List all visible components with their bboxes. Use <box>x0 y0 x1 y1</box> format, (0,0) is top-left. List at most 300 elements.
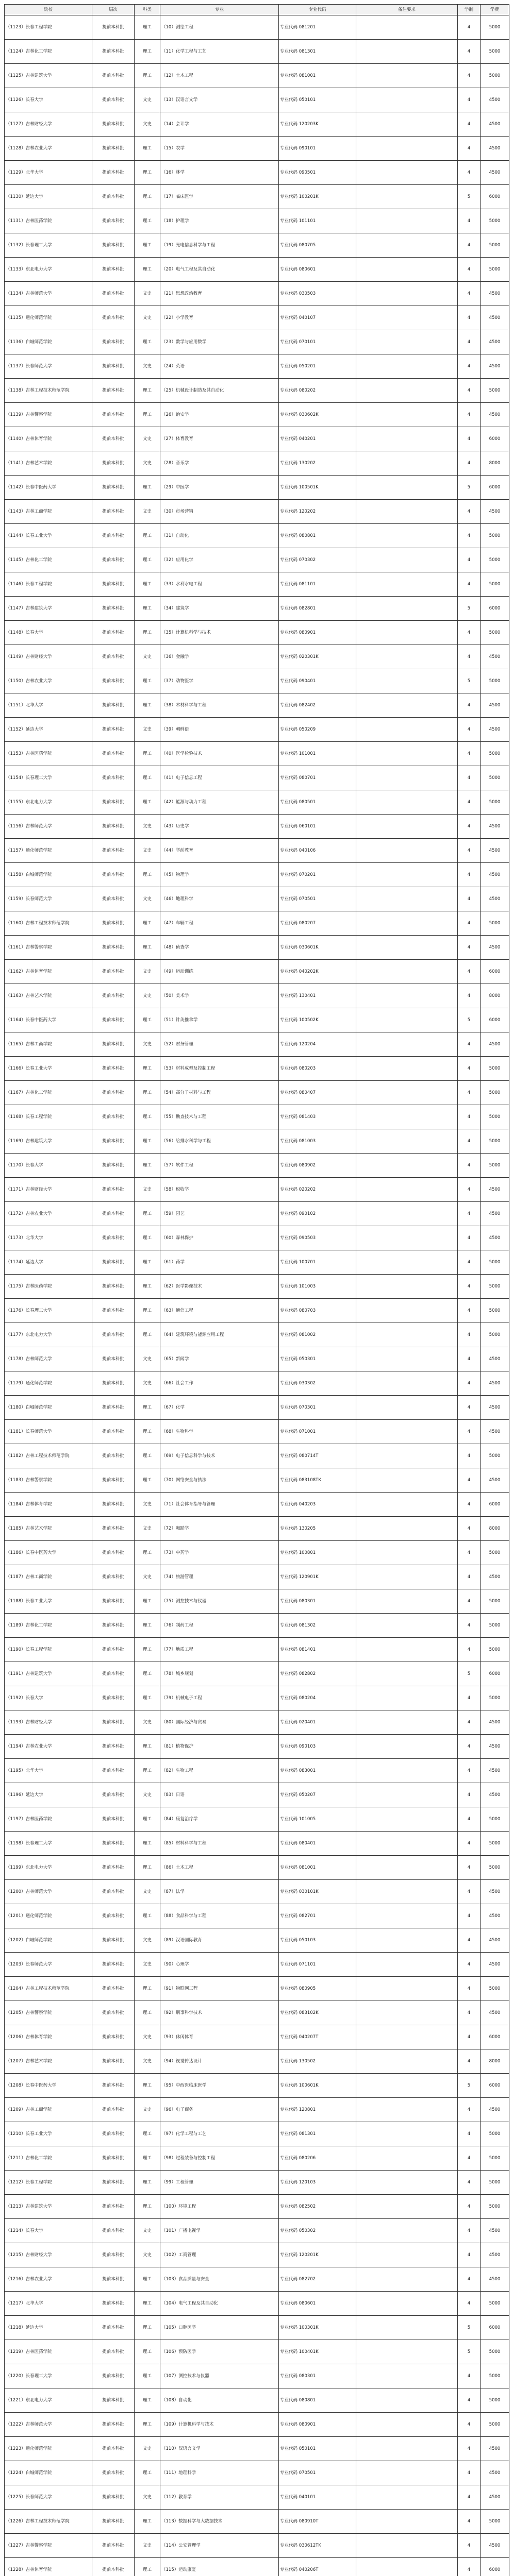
cell-notes <box>356 64 458 88</box>
table-row <box>5 209 509 233</box>
cell-notes <box>356 2461 458 2485</box>
cell-major-code: 专业代码 030602K <box>279 403 356 427</box>
cell-category: 文史 <box>135 1953 160 1977</box>
cell-category: 理工 <box>135 1250 160 1275</box>
cell-notes <box>356 1032 458 1057</box>
cell-notes <box>356 621 458 645</box>
cell-fee: 4500 <box>481 1904 509 1928</box>
table-row <box>5 1928 509 1953</box>
cell-major: （51）针灸推拿学 <box>160 1008 279 1032</box>
cell-notes <box>356 354 458 379</box>
cell-major-code: 专业代码 050101 <box>279 2437 356 2461</box>
cell-years: 4 <box>458 2413 481 2437</box>
cell-years: 4 <box>458 960 481 984</box>
cell-major: （38）木材科学与工程 <box>160 693 279 718</box>
cell-major-code: 专业代码 100501K <box>279 476 356 500</box>
cell-major: （14）会计学 <box>160 112 279 137</box>
cell-years: 5 <box>458 2340 481 2364</box>
cell-notes <box>356 1493 458 1517</box>
table-row <box>5 1759 509 1783</box>
cell-category: 理工 <box>135 2510 160 2534</box>
cell-major: （56）给排水科学与工程 <box>160 1129 279 1154</box>
cell-major-code: 专业代码 081201 <box>279 15 356 40</box>
cell-notes <box>356 1129 458 1154</box>
table-row <box>5 1250 509 1275</box>
cell-fee: 4500 <box>481 500 509 524</box>
cell-school: （1187）吉林工商学院 <box>5 1565 92 1589</box>
cell-years: 4 <box>458 1807 481 1832</box>
cell-fee: 5000 <box>481 2413 509 2437</box>
cell-school: （1130）延边大学 <box>5 185 92 209</box>
cell-major: （95）中西医临床医学 <box>160 2074 279 2098</box>
table-row <box>5 161 509 185</box>
table-row <box>5 572 509 597</box>
cell-major-code: 专业代码 030302 <box>279 1371 356 1396</box>
cell-level: 提前本科批 <box>92 88 135 112</box>
cell-notes <box>356 2098 458 2122</box>
cell-notes <box>356 645 458 669</box>
cell-major-code: 专业代码 080705 <box>279 233 356 258</box>
cell-major-code: 专业代码 100502K <box>279 1008 356 1032</box>
table-row <box>5 2098 509 2122</box>
cell-years: 5 <box>458 1662 481 1686</box>
table-row <box>5 451 509 476</box>
cell-years: 4 <box>458 1396 481 1420</box>
cell-major-code: 专业代码 083108TK <box>279 1468 356 1493</box>
table-row <box>5 2510 509 2534</box>
cell-years: 4 <box>458 887 481 911</box>
cell-major-code: 专业代码 050209 <box>279 718 356 742</box>
cell-years: 4 <box>458 2219 481 2243</box>
cell-notes <box>356 1008 458 1032</box>
cell-level: 提前本科批 <box>92 1323 135 1347</box>
cell-category: 理工 <box>135 863 160 887</box>
cell-years: 4 <box>458 1710 481 1735</box>
cell-major-code: 专业代码 080801 <box>279 524 356 548</box>
cell-school: （1175）吉林医药学院 <box>5 1275 92 1299</box>
cell-notes <box>356 233 458 258</box>
cell-category: 理工 <box>135 2074 160 2098</box>
cell-major: （84）康复治疗学 <box>160 1807 279 1832</box>
cell-level: 提前本科批 <box>92 2001 135 2025</box>
cell-fee: 6000 <box>481 2025 509 2049</box>
cell-school: （1204）吉林工程技术师范学院 <box>5 1977 92 2001</box>
table-body <box>5 15 509 2576</box>
cell-school: （1225）长春师范大学 <box>5 2485 92 2510</box>
cell-notes <box>356 1347 458 1371</box>
cell-major: （97）化学工程与工艺 <box>160 2122 279 2146</box>
cell-years: 4 <box>458 1105 481 1129</box>
cell-fee: 4500 <box>481 645 509 669</box>
cell-major: （102）工商管理 <box>160 2243 279 2267</box>
cell-years: 4 <box>458 2534 481 2558</box>
cell-years: 4 <box>458 621 481 645</box>
cell-fee: 6000 <box>481 2316 509 2340</box>
cell-years: 4 <box>458 1202 481 1226</box>
cell-major: （103）食品质量与安全 <box>160 2267 279 2292</box>
cell-level: 提前本科批 <box>92 2049 135 2074</box>
cell-notes <box>356 815 458 839</box>
table-row <box>5 354 509 379</box>
cell-school: （1146）长春工程学院 <box>5 572 92 597</box>
cell-years: 4 <box>458 2122 481 2146</box>
cell-years: 4 <box>458 64 481 88</box>
cell-fee: 5000 <box>481 2340 509 2364</box>
cell-school: （1135）通化师范学院 <box>5 306 92 330</box>
cell-notes <box>356 1275 458 1299</box>
cell-level: 提前本科批 <box>92 40 135 64</box>
cell-category: 理工 <box>135 64 160 88</box>
cell-major-code: 专业代码 030503 <box>279 282 356 306</box>
cell-level: 提前本科批 <box>92 1710 135 1735</box>
cell-level: 提前本科批 <box>92 1880 135 1904</box>
cell-fee: 8000 <box>481 984 509 1008</box>
table-row <box>5 693 509 718</box>
cell-years: 4 <box>458 209 481 233</box>
cell-major-code: 专业代码 080701 <box>279 766 356 790</box>
cell-level: 提前本科批 <box>92 354 135 379</box>
cell-major-code: 专业代码 020202 <box>279 1178 356 1202</box>
cell-fee: 6000 <box>481 427 509 451</box>
cell-level: 提前本科批 <box>92 1202 135 1226</box>
cell-fee: 5000 <box>481 1589 509 1614</box>
cell-fee: 4500 <box>481 2098 509 2122</box>
cell-school: （1213）吉林建筑大学 <box>5 2195 92 2219</box>
cell-level: 提前本科批 <box>92 2025 135 2049</box>
table-row <box>5 1468 509 1493</box>
cell-major-code: 专业代码 080601 <box>279 258 356 282</box>
cell-major-code: 专业代码 070301 <box>279 1396 356 1420</box>
cell-school: （1181）长春师范大学 <box>5 1420 92 1444</box>
cell-major-code: 专业代码 090503 <box>279 1226 356 1250</box>
cell-school: （1134）吉林师范大学 <box>5 282 92 306</box>
cell-major-code: 专业代码 050201 <box>279 354 356 379</box>
cell-years: 5 <box>458 1008 481 1032</box>
cell-school: （1183）吉林警察学院 <box>5 1468 92 1493</box>
cell-years: 4 <box>458 2146 481 2171</box>
cell-major: （73）中药学 <box>160 1541 279 1565</box>
cell-major: （89）汉语国际教育 <box>160 1928 279 1953</box>
cell-major-code: 专业代码 101003 <box>279 1275 356 1299</box>
cell-major: （25）机械设计制造及其自动化 <box>160 379 279 403</box>
cell-school: （1137）长春师范大学 <box>5 354 92 379</box>
table-row <box>5 2340 509 2364</box>
cell-category: 理工 <box>135 15 160 40</box>
cell-fee: 5000 <box>481 669 509 693</box>
cell-years: 4 <box>458 1565 481 1589</box>
table-row <box>5 2146 509 2171</box>
cell-level: 提前本科批 <box>92 1565 135 1589</box>
cell-notes <box>356 476 458 500</box>
table-row <box>5 306 509 330</box>
cell-years: 4 <box>458 1154 481 1178</box>
cell-category: 理工 <box>135 1129 160 1154</box>
cell-major-code: 专业代码 050301 <box>279 1347 356 1371</box>
cell-notes <box>356 669 458 693</box>
cell-level: 提前本科批 <box>92 1493 135 1517</box>
cell-years: 4 <box>458 1226 481 1250</box>
cell-school: （1128）吉林农业大学 <box>5 137 92 161</box>
cell-category: 文史 <box>135 1032 160 1057</box>
cell-major: （12）土木工程 <box>160 64 279 88</box>
cell-category: 理工 <box>135 1662 160 1686</box>
cell-category: 理工 <box>135 379 160 403</box>
cell-years: 4 <box>458 766 481 790</box>
cell-school: （1223）通化师范学院 <box>5 2437 92 2461</box>
cell-major-code: 专业代码 070501 <box>279 2461 356 2485</box>
cell-level: 提前本科批 <box>92 1129 135 1154</box>
cell-school: （1158）白城师范学院 <box>5 863 92 887</box>
cell-years: 4 <box>458 742 481 766</box>
cell-school: （1139）吉林警察学院 <box>5 403 92 427</box>
cell-category: 理工 <box>135 1468 160 1493</box>
cell-school: （1224）白城师范学院 <box>5 2461 92 2485</box>
cell-major-code: 专业代码 080207 <box>279 911 356 936</box>
cell-notes <box>356 1565 458 1589</box>
cell-school: （1219）吉林医药学院 <box>5 2340 92 2364</box>
cell-fee: 5000 <box>481 1105 509 1129</box>
cell-fee: 5000 <box>481 1638 509 1662</box>
table-row <box>5 1323 509 1347</box>
table-row <box>5 2388 509 2413</box>
cell-major-code: 专业代码 100701 <box>279 1250 356 1275</box>
cell-school: （1184）吉林体育学院 <box>5 1493 92 1517</box>
cell-major-code: 专业代码 082402 <box>279 693 356 718</box>
cell-major-code: 专业代码 070201 <box>279 863 356 887</box>
cell-fee: 5000 <box>481 1129 509 1154</box>
cell-major: （78）城乡规划 <box>160 1662 279 1686</box>
cell-notes <box>356 2534 458 2558</box>
cell-school: （1133）东北电力大学 <box>5 258 92 282</box>
cell-major-code: 专业代码 080501 <box>279 790 356 815</box>
cell-major: （13）汉语言文学 <box>160 88 279 112</box>
cell-years: 4 <box>458 40 481 64</box>
cell-school: （1205）吉林警察学院 <box>5 2001 92 2025</box>
cell-fee: 5000 <box>481 1081 509 1105</box>
cell-fee: 5000 <box>481 233 509 258</box>
cell-major-code: 专业代码 040206T <box>279 2558 356 2576</box>
cell-notes <box>356 1517 458 1541</box>
cell-major: （16）林学 <box>160 161 279 185</box>
cell-level: 提前本科批 <box>92 2267 135 2292</box>
table-row <box>5 137 509 161</box>
cell-fee: 5000 <box>481 1614 509 1638</box>
cell-notes <box>356 742 458 766</box>
cell-category: 理工 <box>135 403 160 427</box>
cell-notes <box>356 1589 458 1614</box>
cell-notes <box>356 1759 458 1783</box>
cell-school: （1147）吉林建筑大学 <box>5 597 92 621</box>
cell-school: （1170）长春大学 <box>5 1154 92 1178</box>
cell-years: 4 <box>458 1493 481 1517</box>
table-row <box>5 64 509 88</box>
cell-school: （1149）吉林财经大学 <box>5 645 92 669</box>
cell-years: 4 <box>458 403 481 427</box>
cell-school: （1195）北华大学 <box>5 1759 92 1783</box>
cell-category: 文史 <box>135 1178 160 1202</box>
cell-notes <box>356 1250 458 1275</box>
cell-category: 理工 <box>135 1638 160 1662</box>
cell-level: 提前本科批 <box>92 233 135 258</box>
cell-category: 理工 <box>135 1275 160 1299</box>
table-row <box>5 500 509 524</box>
cell-notes <box>356 2025 458 2049</box>
table-row <box>5 1057 509 1081</box>
cell-level: 提前本科批 <box>92 2171 135 2195</box>
cell-notes <box>356 1371 458 1396</box>
cell-notes <box>356 1226 458 1250</box>
cell-school: （1211）吉林化工学院 <box>5 2146 92 2171</box>
cell-years: 4 <box>458 936 481 960</box>
cell-level: 提前本科批 <box>92 1444 135 1468</box>
cell-level: 提前本科批 <box>92 1396 135 1420</box>
cell-level: 提前本科批 <box>92 112 135 137</box>
cell-notes <box>356 766 458 790</box>
cell-major-code: 专业代码 090103 <box>279 1735 356 1759</box>
col-header-notes: 备注要求 <box>356 5 458 15</box>
table-row <box>5 742 509 766</box>
cell-years: 4 <box>458 1783 481 1807</box>
cell-notes <box>356 1783 458 1807</box>
cell-category: 理工 <box>135 1541 160 1565</box>
cell-notes <box>356 863 458 887</box>
cell-major: （15）农学 <box>160 137 279 161</box>
cell-major-code: 专业代码 100801 <box>279 1541 356 1565</box>
cell-major: （86）土木工程 <box>160 1856 279 1880</box>
table-row <box>5 1638 509 1662</box>
cell-category: 理工 <box>135 40 160 64</box>
cell-level: 提前本科批 <box>92 1759 135 1783</box>
cell-notes <box>356 548 458 572</box>
cell-category: 理工 <box>135 1299 160 1323</box>
cell-major-code: 专业代码 120103 <box>279 2171 356 2195</box>
cell-major-code: 专业代码 030612TK <box>279 2534 356 2558</box>
cell-fee: 5000 <box>481 766 509 790</box>
cell-major-code: 专业代码 080203 <box>279 1057 356 1081</box>
cell-major-code: 专业代码 130502 <box>279 2049 356 2074</box>
cell-major-code: 专业代码 120202 <box>279 500 356 524</box>
cell-notes <box>356 2510 458 2534</box>
cell-years: 4 <box>458 693 481 718</box>
cell-category: 理工 <box>135 1420 160 1444</box>
cell-category: 理工 <box>135 1396 160 1420</box>
cell-years: 4 <box>458 2171 481 2195</box>
table-row <box>5 1444 509 1468</box>
cell-level: 提前本科批 <box>92 2388 135 2413</box>
cell-category: 理工 <box>135 137 160 161</box>
cell-fee: 5000 <box>481 790 509 815</box>
cell-major: （62）医学影像技术 <box>160 1275 279 1299</box>
cell-school: （1209）吉林工商学院 <box>5 2098 92 2122</box>
cell-notes <box>356 2219 458 2243</box>
cell-fee: 4500 <box>481 2219 509 2243</box>
cell-major-code: 专业代码 082502 <box>279 2195 356 2219</box>
cell-level: 提前本科批 <box>92 1226 135 1250</box>
cell-major-code: 专业代码 050101 <box>279 88 356 112</box>
table-row <box>5 960 509 984</box>
table-row <box>5 476 509 500</box>
cell-level: 提前本科批 <box>92 936 135 960</box>
cell-category: 文史 <box>135 1493 160 1517</box>
cell-notes <box>356 330 458 354</box>
cell-fee: 4500 <box>481 88 509 112</box>
cell-notes <box>356 2122 458 2146</box>
cell-major: （24）英语 <box>160 354 279 379</box>
cell-major: （10）测绘工程 <box>160 15 279 40</box>
cell-major-code: 专业代码 080901 <box>279 621 356 645</box>
table-row <box>5 2534 509 2558</box>
table-row <box>5 1105 509 1129</box>
cell-years: 4 <box>458 1832 481 1856</box>
cell-school: （1180）白城师范学院 <box>5 1396 92 1420</box>
table-row <box>5 2025 509 2049</box>
table-row <box>5 718 509 742</box>
cell-major-code: 专业代码 082702 <box>279 2267 356 2292</box>
cell-category: 理工 <box>135 1904 160 1928</box>
table-row <box>5 815 509 839</box>
cell-major-code: 专业代码 082801 <box>279 597 356 621</box>
cell-major-code: 专业代码 081101 <box>279 572 356 597</box>
cell-years: 4 <box>458 984 481 1008</box>
cell-notes <box>356 1807 458 1832</box>
cell-years: 5 <box>458 669 481 693</box>
cell-level: 提前本科批 <box>92 1977 135 2001</box>
cell-fee: 4500 <box>481 2485 509 2510</box>
table-row <box>5 548 509 572</box>
cell-major-code: 专业代码 050103 <box>279 1928 356 1953</box>
cell-major: （33）水利水电工程 <box>160 572 279 597</box>
cell-category: 理工 <box>135 766 160 790</box>
cell-major-code: 专业代码 081001 <box>279 64 356 88</box>
cell-category: 文史 <box>135 306 160 330</box>
table-row <box>5 669 509 693</box>
cell-major: （101）广播电视学 <box>160 2219 279 2243</box>
cell-notes <box>356 137 458 161</box>
cell-school: （1153）吉林医药学院 <box>5 742 92 766</box>
cell-notes <box>356 1105 458 1129</box>
cell-years: 4 <box>458 282 481 306</box>
cell-category: 理工 <box>135 2461 160 2485</box>
cell-years: 4 <box>458 2437 481 2461</box>
table-row <box>5 1880 509 1904</box>
cell-level: 提前本科批 <box>92 2364 135 2388</box>
table-row <box>5 2437 509 2461</box>
cell-major-code: 专业代码 120204 <box>279 1032 356 1057</box>
cell-major: （17）临床医学 <box>160 185 279 209</box>
cell-major: （106）预防医学 <box>160 2340 279 2364</box>
cell-category: 理工 <box>135 2364 160 2388</box>
cell-category: 文史 <box>135 2534 160 2558</box>
cell-category: 文史 <box>135 2098 160 2122</box>
cell-years: 4 <box>458 645 481 669</box>
cell-category: 文史 <box>135 1783 160 1807</box>
cell-notes <box>356 403 458 427</box>
cell-years: 4 <box>458 548 481 572</box>
cell-major: （110）汉语言文学 <box>160 2437 279 2461</box>
cell-fee: 4500 <box>481 1178 509 1202</box>
cell-major: （96）电子商务 <box>160 2098 279 2122</box>
cell-notes <box>356 2316 458 2340</box>
cell-school: （1144）长春工业大学 <box>5 524 92 548</box>
cell-level: 提前本科批 <box>92 1904 135 1928</box>
cell-notes <box>356 524 458 548</box>
cell-major-code: 专业代码 081301 <box>279 40 356 64</box>
cell-notes <box>356 597 458 621</box>
cell-notes <box>356 887 458 911</box>
table-row <box>5 88 509 112</box>
cell-major-code: 专业代码 081401 <box>279 1638 356 1662</box>
cell-major: （46）地理科学 <box>160 887 279 911</box>
